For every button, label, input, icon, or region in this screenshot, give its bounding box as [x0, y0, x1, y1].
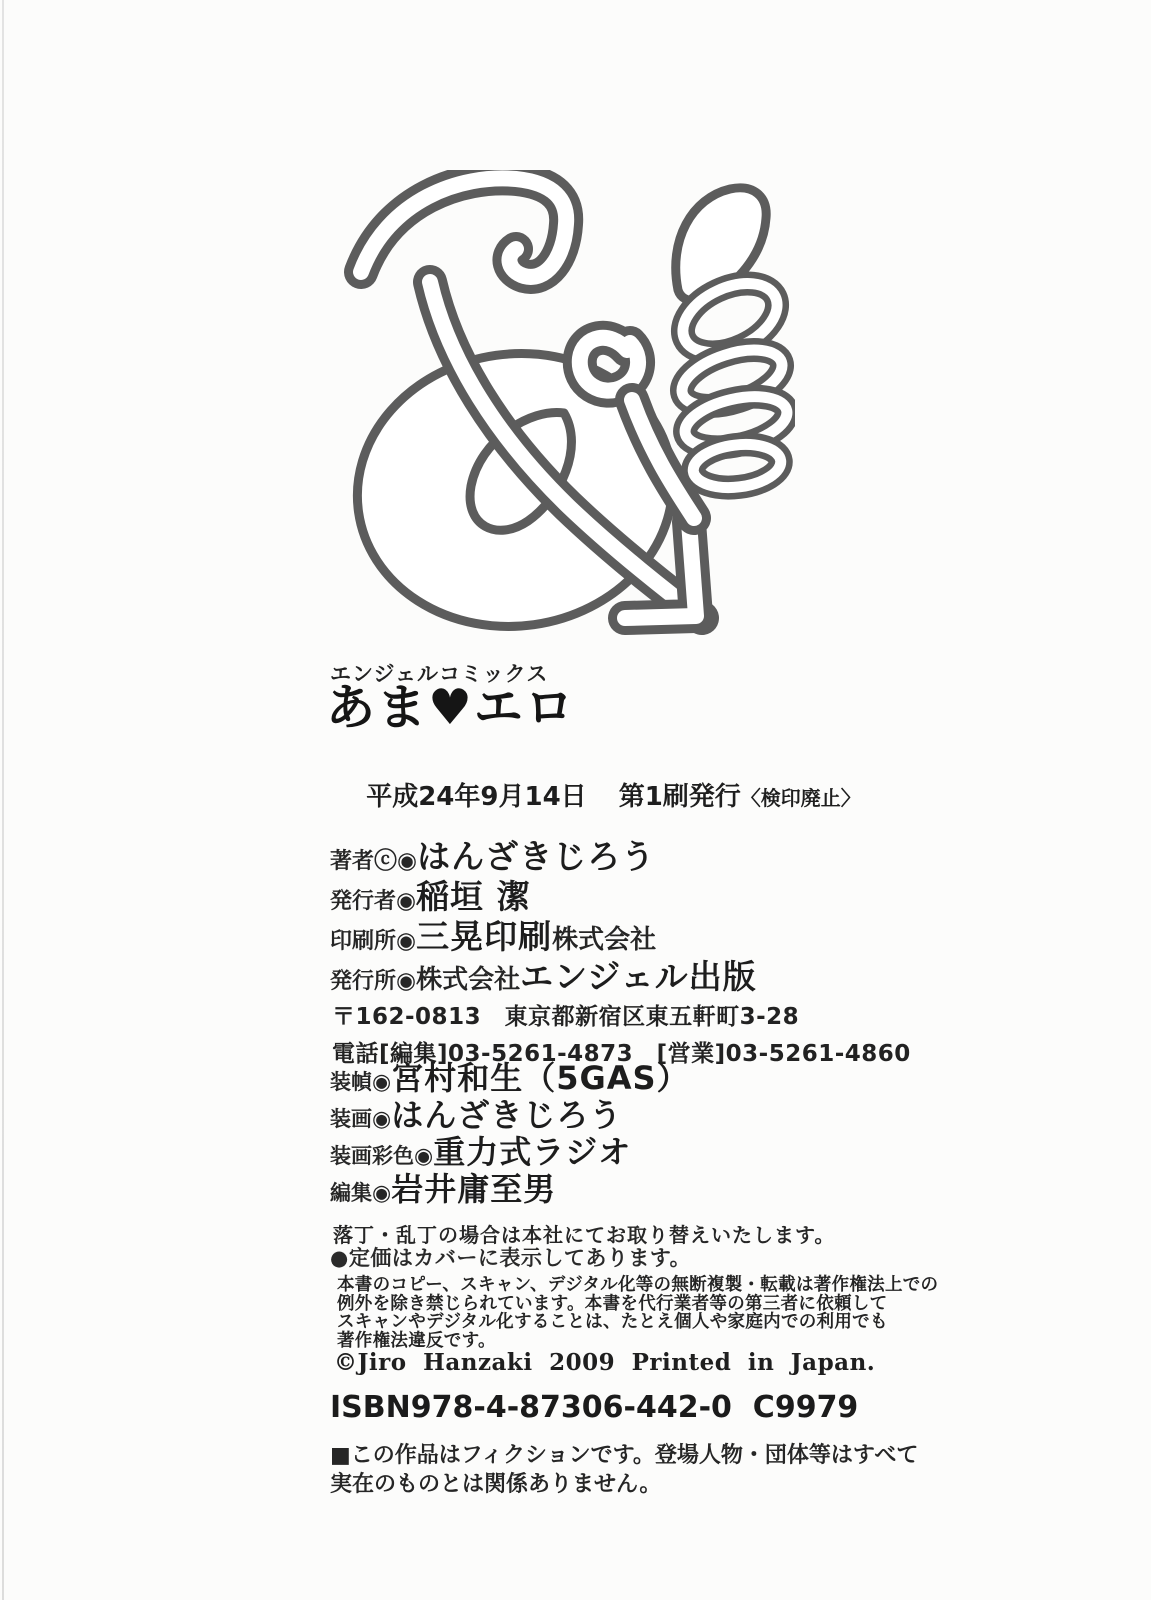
bullet-symbols: ◉ [396, 928, 417, 954]
staff-value: はんざきじろう [391, 1096, 623, 1134]
isbn-line: ISBN978-4-87306-442-0 C9979 [330, 1390, 859, 1425]
credit-label: 著者 [330, 849, 375, 874]
book-title: あま♥エロ [326, 679, 576, 736]
credit-label: 印刷所 [330, 929, 397, 954]
staff-row-editor [330, 1170, 690, 1208]
copyright-credit-line: ©Jiro Hanzaki 2009 Printed in Japan. [334, 1349, 876, 1376]
credit-label: 発行所 [330, 969, 397, 994]
postal-address: 〒162-0813 東京都新宿区東五軒町3-28 [332, 1004, 800, 1030]
edition-label: 第1刷発行 [618, 782, 741, 812]
staff-row-cover-coloring [330, 1133, 690, 1171]
staff-row-cover-art [330, 1096, 690, 1134]
staff-label: 装画彩色 [330, 1144, 414, 1168]
credit-value: 三晃印刷 [416, 917, 553, 956]
staff-row-binding-design [330, 1059, 690, 1097]
fiction-disclaimer-line: 実在のものとは関係ありません。 [330, 1472, 662, 1497]
bullet-symbol: ◉ [414, 1144, 434, 1169]
phone-numbers: 電話[編集]03-5261-4873 [営業]03-5261-4860 [332, 1041, 911, 1067]
credit-row-author [330, 837, 757, 876]
staff-value: 岩井庸至男 [391, 1170, 557, 1208]
bullet-symbol: ◉ [372, 1070, 392, 1095]
copyright-warning-line: 例外を除き禁じられています。本書を代行業者等の第三者に依頼して [337, 1293, 888, 1314]
credit-value: はんざきじろう [417, 837, 656, 876]
publisher-mascot-logo-icon [340, 170, 795, 635]
staff-label: 装画 [330, 1107, 372, 1131]
fiction-disclaimer-line: ■この作品はフィクションです。登場人物・団体等はすべて [330, 1443, 919, 1468]
credit-row-publisher-person [330, 877, 757, 916]
credit-value: 稲垣 潔 [416, 877, 531, 916]
copyright-warning-line: 著作権法違反です。 [337, 1330, 496, 1351]
bullet-symbols: ◉ [396, 968, 417, 994]
inspection-seal-note: 〈検印廃止〉 [740, 786, 861, 810]
series-name: エンジェルコミックス [330, 662, 549, 686]
price-note: ●定価はカバーに表示してあります。 [330, 1246, 692, 1270]
fiction-disclaimer [330, 1441, 918, 1499]
copyright-warning-line: スキャンやデジタル化することは、たとえ個人や家庭内での利用でも [337, 1312, 888, 1332]
staff-value: 重力式ラジオ [433, 1133, 632, 1171]
publication-date: 平成24年9月14日 [366, 782, 587, 812]
scan-edge-artifact [2, 0, 4, 1600]
credit-label: 発行者 [330, 889, 397, 914]
staff-label: 装幀 [330, 1070, 372, 1094]
publication-credits [330, 837, 757, 1000]
returns-note: 落丁・乱丁の場合は本社にてお取り替えいたします。 [333, 1223, 836, 1247]
credit-suffix: 株式会社 [552, 925, 657, 955]
bullet-symbols: ◉ [396, 888, 417, 914]
edition-date-line [330, 746, 861, 843]
bullet-symbols: ⓒ◉ [374, 848, 418, 874]
bullet-symbol: ◉ [372, 1107, 392, 1132]
staff-label: 編集 [330, 1181, 372, 1205]
bullet-symbol: ◉ [372, 1181, 392, 1206]
credit-row-printer [330, 917, 757, 956]
credit-row-publishing-house [330, 957, 757, 996]
credit-prefix: 株式会社 [416, 965, 521, 995]
staff-credits [330, 1059, 690, 1210]
credit-value: エンジェル出版 [520, 957, 757, 996]
staff-value: 宮村和生（5GAS） [391, 1059, 690, 1097]
copyright-warning-paragraph [337, 1276, 938, 1350]
copyright-warning-line: 本書のコピー、スキャン、デジタル化等の無断複製・転載は著作権法上での [337, 1275, 939, 1295]
